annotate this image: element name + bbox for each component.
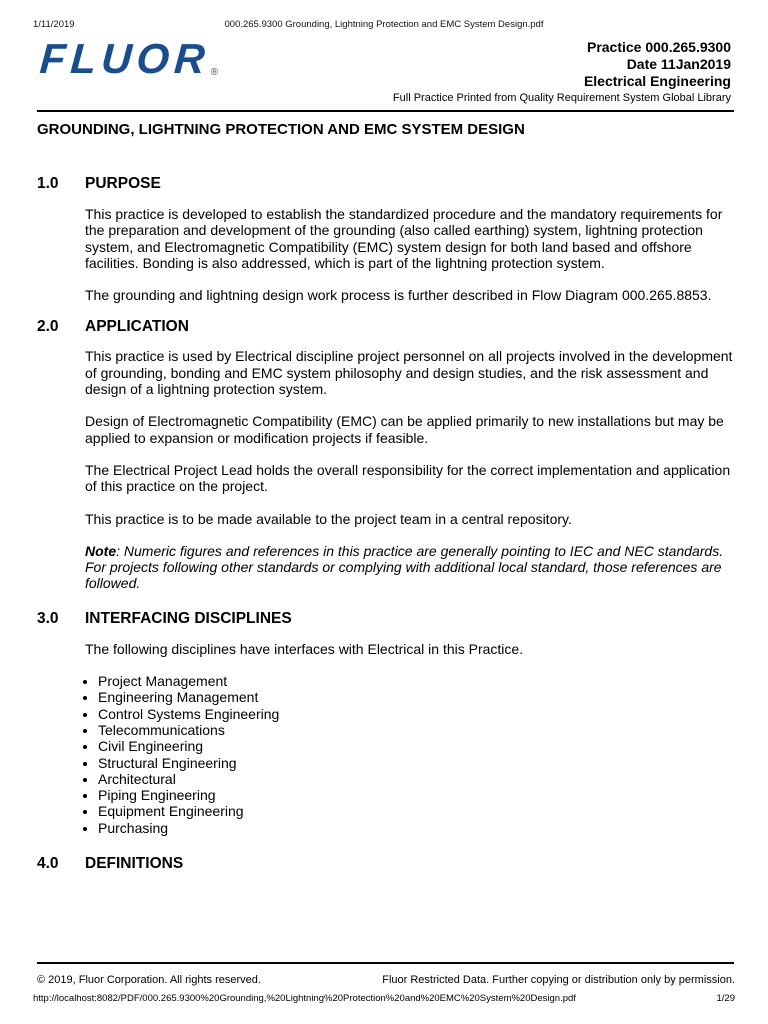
practice-date: Date 11Jan2019 <box>626 56 731 72</box>
section-number: 3.0 <box>37 609 59 627</box>
note-paragraph <box>85 543 734 592</box>
note-text: : Numeric figures and references in this practice are generally pointing to IEC and NEC standards. For projects following other standards or complying with additional local standard, those references are followed. <box>85 542 724 592</box>
paragraph: This practice is used by Electrical discipline project personnel on all projects involved in the development of grounding, bonding and EMC system philosophy and design studies, and the risk assessment and design of a lightning protection system. <box>85 348 733 398</box>
section-title: INTERFACING DISCIPLINES <box>85 609 292 627</box>
paragraph: The following disciplines have interfaces with Electrical in this Practice. <box>85 640 524 657</box>
document-title: GROUNDING, LIGHTNING PROTECTION AND EMC SYSTEM DESIGN <box>37 121 525 138</box>
practice-number: Practice 000.265.9300 <box>586 39 731 55</box>
logo-wordmark: FLUOR <box>38 35 212 82</box>
section-title: DEFINITIONS <box>85 855 184 873</box>
list-item: • Civil Engineering <box>98 738 734 754</box>
footer-divider <box>37 962 734 964</box>
paragraph: The Electrical Project Lead holds the overall responsibility for the correct implementation and application of this practice on the project. <box>85 461 731 495</box>
section-heading-purpose <box>37 176 734 194</box>
section-heading-definitions <box>37 856 734 874</box>
paragraph: Design of Electromagnetic Compatibility (EMC) can be applied primarily to new installations but may be applied to expansion or modification projects if feasible. <box>85 413 724 446</box>
paragraph: The grounding and lightning design work process is further described in Flow Diagram 000.265.8853. <box>85 287 712 304</box>
footer-restricted-notice: Fluor Restricted Data. Further copying or distribution only by permission. <box>382 974 735 986</box>
section-number: 2.0 <box>37 318 59 336</box>
print-file-title: 000.265.9300 Grounding, Lightning Protection and EMC System Design.pdf <box>224 19 544 30</box>
section-title: APPLICATION <box>85 318 189 336</box>
disciplines-list <box>85 673 734 836</box>
list-item: • Control Systems Engineering <box>98 706 734 722</box>
page-number: 1/29 <box>716 993 735 1004</box>
list-item: • Project Management <box>98 673 734 689</box>
registered-mark: ® <box>210 67 219 78</box>
section-title: PURPOSE <box>85 175 161 192</box>
list-item: • Equipment Engineering <box>98 803 734 819</box>
list-item: • Structural Engineering <box>98 755 734 771</box>
list-item: • Architectural <box>98 771 734 787</box>
department: Electrical Engineering <box>583 73 731 89</box>
note-label: Note <box>85 542 117 559</box>
fluor-logo <box>38 35 219 82</box>
footer-url[interactable]: http://localhost:8082/PDF/000.265.9300%20Grounding,%20Lightning%20Protection%20and%20EMC%20System%20Design.pdf <box>33 993 576 1004</box>
document-body <box>37 176 734 874</box>
section-number: 4.0 <box>37 855 59 873</box>
section-number: 1.0 <box>37 175 59 192</box>
list-item: • Piping Engineering <box>98 787 734 803</box>
print-note: Full Practice Printed from Quality Requirement System Global Library <box>392 92 731 104</box>
list-item: • Engineering Management <box>98 689 734 705</box>
section-heading-interfacing <box>37 611 734 629</box>
paragraph: This practice is developed to establish the standardized procedure and the mandatory requirements for the preparation and development of the grounding (also called earthing) system, lightning protection system, and Electromagnetic Compatibility (EMC) system design for both land based and offshore facilities. Bonding is also addressed, which is part of the lightning protection system. <box>85 206 723 271</box>
section-heading-application <box>37 319 734 337</box>
print-date: 1/11/2019 <box>33 19 75 30</box>
footer-copyright: © 2019, Fluor Corporation. All rights reserved. <box>37 974 261 986</box>
paragraph: This practice is to be made available to the project team in a central repository. <box>85 510 572 527</box>
header-divider <box>37 110 734 112</box>
list-item: • Telecommunications <box>98 722 734 738</box>
document-header <box>393 39 731 106</box>
list-item: • Purchasing <box>98 820 734 836</box>
